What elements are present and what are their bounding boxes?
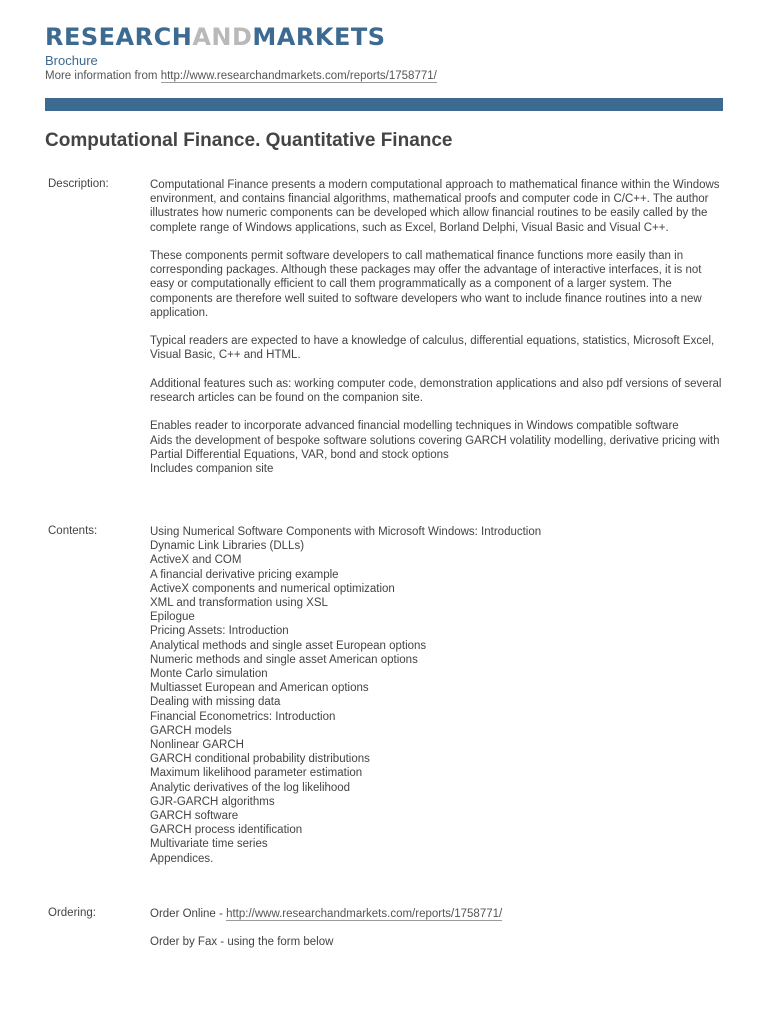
description-label: Description: (48, 178, 109, 190)
more-info-line (45, 70, 437, 82)
contents-item: GARCH software (150, 810, 239, 823)
brochure-label: Brochure (45, 53, 98, 68)
order-online-line (150, 907, 725, 921)
contents-item: Epilogue (150, 611, 195, 624)
order-online-link[interactable]: http://www.researchandmarkets.com/reports/1758771/ (226, 908, 503, 920)
ordering-label: Ordering: (48, 907, 96, 919)
contents-label: Contents: (48, 525, 98, 537)
logo-research: RESEARCH (45, 23, 193, 51)
contents-item: Analytic derivatives of the log likelihood (150, 781, 351, 794)
contents-item: XML and transformation using XSL (150, 597, 328, 610)
description-text (150, 178, 725, 490)
contents-item: Appendices. (150, 852, 214, 865)
contents-item: GARCH process identification (150, 824, 303, 837)
description-paragraph-1: Computational Finance presents a modern computational approach to mathematical finance within the Windows environment, and contains financial algorithms, mathematical proofs and computer code in C/C++. The author illustrates how numeric components can be developed which allow financial routines to be easily called by the complete range of Windows applications, such as Excel, Borland Delphi, Visual Basic and Visual C++. (150, 179, 720, 234)
contents-item: Numeric methods and single asset American options (150, 653, 418, 666)
contents-item: Dynamic Link Libraries (DLLs) (150, 540, 305, 553)
logo-markets: MARKETS (252, 23, 386, 51)
contents-item: Dealing with missing data (150, 696, 281, 709)
page-title: Computational Finance. Quantitative Finance (45, 130, 453, 151)
description-paragraph-5 (150, 419, 725, 476)
description-paragraph-3: Typical readers are expected to have a knowledge of calculus, differential equations, statistics, Microsoft Excel, Visual Basic, C++ and HTML. (150, 335, 715, 362)
contents-item: Nonlinear GARCH (150, 739, 244, 752)
contents-item: GARCH models (150, 724, 232, 737)
contents-item: ActiveX and COM (150, 554, 242, 567)
contents-item: A financial derivative pricing example (150, 568, 339, 581)
description-bullet-2: Aids the development of bespoke software solutions covering GARCH volatility modelling, derivative pricing with Partial Differential Equations, VAR, bond and stock options (150, 434, 720, 461)
more-info-link[interactable]: http://www.researchandmarkets.com/reports/1758771/ (160, 70, 437, 82)
contents-item: Maximum likelihood parameter estimation (150, 767, 363, 780)
description-bullet-1: Enables reader to incorporate advanced financial modelling techniques in Windows compatible software (150, 420, 679, 433)
contents-item: Multiasset European and American options (150, 682, 369, 695)
contents-item: Financial Econometrics: Introduction (150, 710, 336, 723)
contents-item: Analytical methods and single asset European options (150, 639, 427, 652)
description-paragraph-2: These components permit software developers to call mathematical finance functions more easily than in corresponding packages. Although these packages may offer the advantage of interactive interfaces, it is not easy or computationally efficient to call them programmatically as a component of a larger system. The components are therefore well suited to software developers who want to include finance routines into a new application. (150, 250, 702, 319)
description-paragraph-4: Additional features such as: working computer code, demonstration applications and also pdf versions of several research articles can be found on the companion site. (150, 377, 722, 404)
more-info-prefix: More information from (45, 70, 161, 82)
contents-item: Pricing Assets: Introduction (150, 625, 289, 638)
order-online-prefix: Order Online - (150, 908, 227, 920)
logo-and: AND (192, 23, 253, 51)
contents-item: GJR-GARCH algorithms (150, 795, 275, 808)
contents-list (150, 525, 725, 866)
contents-item: Using Numerical Software Components with Microsoft Windows: Introduction (150, 526, 542, 538)
contents-item: ActiveX components and numerical optimization (150, 582, 395, 595)
ordering-section (150, 907, 725, 964)
order-by-fax: Order by Fax - using the form below (150, 936, 334, 949)
header-divider-bar (45, 98, 723, 111)
contents-item: GARCH conditional probability distributions (150, 753, 370, 766)
contents-item: Monte Carlo simulation (150, 668, 268, 681)
contents-item: Multivariate time series (150, 838, 268, 851)
researchandmarkets-logo (45, 22, 386, 52)
description-bullet-3: Includes companion site (150, 463, 274, 475)
